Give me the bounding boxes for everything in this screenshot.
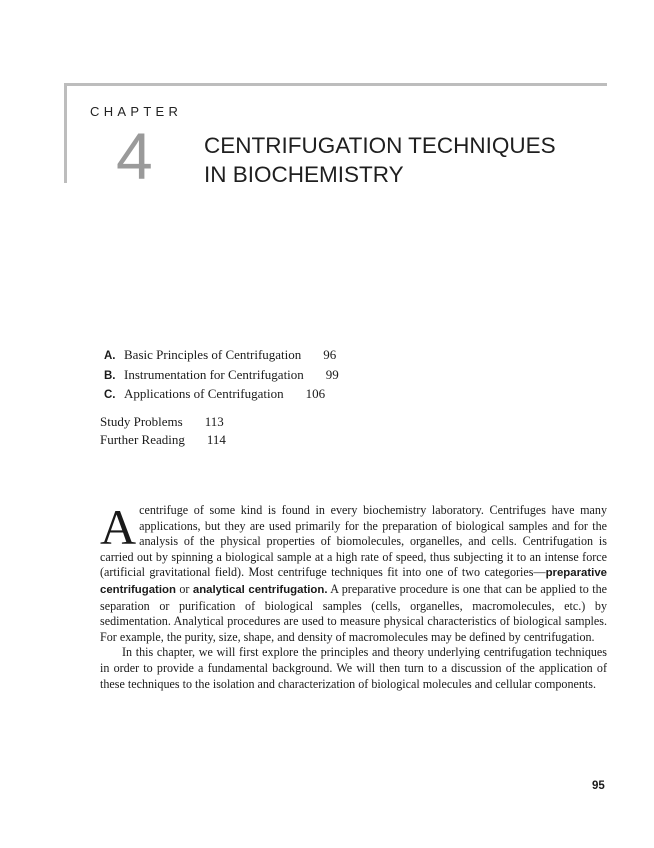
toc-item-page: 96 — [323, 347, 337, 362]
toc-item-letter: B. — [104, 369, 116, 382]
toc-extra-study-problems[interactable] — [100, 413, 226, 431]
toc-item-title: Applications of Centrifugation — [124, 386, 284, 401]
toc-item-title: Instrumentation for Centrifugation — [124, 366, 304, 382]
body-paragraph-2: In this chapter, we will first explore the principles and theory underlying centrifugation techniques in order to provide a fundamental background. We will then turn to a discussion of the application of these techniques to the isolation and characterization of biological molecules and cellular components. — [100, 645, 607, 691]
chapter-frame-left-rule — [64, 83, 67, 183]
table-of-contents — [104, 346, 339, 405]
toc-item-page: 106 — [305, 386, 326, 401]
chapter-label: CHAPTER — [90, 104, 183, 119]
toc-item-title: Basic Principles of Centrifugation — [124, 347, 302, 362]
body-paragraph-1-or: or — [175, 581, 193, 596]
chapter-title-line-1: CENTRIFUGATION TECHNIQUES — [204, 133, 556, 158]
toc-extras — [100, 413, 226, 448]
toc-extra-page: 113 — [204, 414, 224, 429]
drop-cap: A — [100, 499, 137, 555]
toc-item-letter: C. — [104, 389, 116, 401]
toc-item-c[interactable] — [104, 385, 339, 405]
chapter-number: 4 — [116, 119, 153, 193]
toc-extra-further-reading[interactable] — [100, 431, 226, 449]
toc-extra-title: Study Problems — [100, 414, 183, 429]
toc-item-letter: A. — [104, 350, 116, 362]
toc-extra-page: 114 — [206, 431, 226, 447]
chapter-title — [204, 131, 556, 189]
toc-extra-title: Further Reading — [100, 431, 185, 447]
body-paragraph-1-text-b: A preparative procedure is one that can be applied to the separation or purification of biological samples (cells, organelles, macromolecules, etc.) by sedimentation. Analytical procedures are used to measure physical characteristics of biological samples. For example, the purity, size, shape, and density of macromolecules may be defined by centrifugation. — [100, 581, 608, 644]
term-analytical-centrifugation: analytical centrifugation. — [192, 583, 328, 596]
body-paragraph-1-text-a: centrifuge of some kind is found in every biochemistry laboratory. Centrifuges have many applications, but they are used primarily for the preparation of biological samples and for the analysis of the physical properties of biomolecules, organelles, and cells. Centrifugation is carried out by spinning a biological sample at a high rate of speed, thus subjecting it to an intense force (artificial gravitational field). Most centrifuge techniques fit into one of two categories— — [100, 503, 607, 580]
toc-item-page: 99 — [325, 366, 339, 382]
chapter-title-line-2: IN BIOCHEMISTRY — [204, 162, 404, 187]
body-text — [100, 499, 608, 692]
toc-item-a[interactable] — [104, 346, 339, 366]
toc-item-b[interactable] — [104, 366, 339, 386]
term-preparative-centrifugation: preparative centrifugation — [100, 567, 607, 596]
body-paragraph-1 — [100, 499, 608, 645]
chapter-frame-top-rule — [64, 83, 607, 86]
page-number: 95 — [592, 780, 605, 792]
